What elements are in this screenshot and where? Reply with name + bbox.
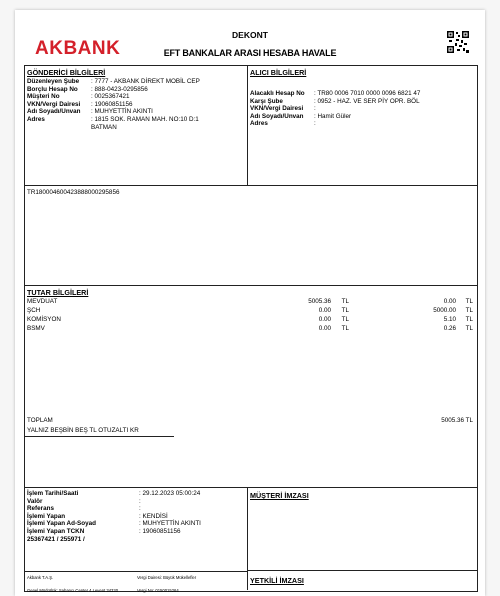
receiver-row: Adı Soyadı/Unvan : Hamit Güler [250, 112, 352, 120]
receiver-title: ALICI BİLGİLERİ [250, 68, 307, 77]
receiver-row: Karşı Şube : 0952 - HAZ. VE SER PİY OPR. BÖL [250, 97, 420, 105]
footer-company: Akbank T.A.Ş. [27, 575, 54, 580]
amount-in-words: YALNIZ BEŞBİN BEŞ TL OTUZALTI KR [27, 427, 139, 434]
sender-row: Müşteri No : 0025367421 [27, 93, 130, 101]
customer-signature-label: MÜŞTERİ İMZASI [250, 491, 309, 500]
amount-row-label: KOMİSYON [27, 316, 61, 323]
amount-row-label: ŞCH [27, 307, 41, 314]
footer-address: Genel Müdürlük: Sabancı Center 4 Levent 34330 [27, 588, 119, 593]
amounts-table: MEVDUAT 5005.36 TL 0.00 TL ŞCH 0.00 TL 5000.00 TL KOMİSYON 0.00 TL 5.10 TL BSMV 0.00 TL 0.26 TL [27, 298, 473, 332]
amount-row-label: BSMV [27, 325, 45, 332]
sender-section [27, 68, 245, 131]
transaction-row: Valör : [27, 497, 141, 505]
total-value: 5005.36 TL [441, 417, 473, 424]
akbank-logo: AKBANK [35, 38, 121, 59]
amount-row-label: MEVDUAT [27, 298, 58, 305]
receipt-page [15, 10, 485, 596]
receiver-row: Alacaklı Hesap No : TR80 0006 7010 0000 0096 6821 47 [250, 90, 421, 97]
sender-row: VKN/Vergi Dairesi : 19060851156 [27, 100, 133, 108]
sender-row: Borçlu Hesap No : 888-0423-0295856 [27, 85, 148, 93]
qr-code-icon [447, 31, 469, 53]
sender-row: Adı Soyadı/Unvan : MUHYETTİN AKINTI [27, 108, 153, 116]
description-text: TR18000460042388800029585​6 [27, 189, 120, 196]
transaction-section [27, 490, 245, 543]
receiver-row: VKN/Vergi Dairesi : [250, 105, 316, 113]
sender-title: GÖNDERİCİ BİLGİLERİ [27, 68, 106, 77]
authorized-signature-label: YETKİLİ İMZASI [250, 576, 304, 585]
amounts-title: TUTAR BİLGİLERİ [27, 288, 89, 297]
sender-row: Adres : 1815 SOK. RAMAN MAH. NO:10 D:1 BATMAN [27, 115, 199, 131]
transaction-row: İşlem Tarihi/Saati : 29.12.2023 05:00:24 [27, 490, 201, 497]
sender-row: Düzenleyen Şube : 7777 - AKBANK DİREKT MOBİL CEP [27, 78, 200, 85]
transaction-row: İşlemi Yapan Ad-Soyad : MUHYETTİN AKINTI [27, 520, 201, 528]
document-subtitle: EFT BANKALAR ARASI HESABA HAVALE [163, 48, 337, 58]
footer-tax-office: Vergi Dairesi: Büyük Mükellefler [137, 575, 197, 580]
transaction-row: İşlemi Yapan TCKN : 19060851156 [27, 527, 181, 535]
receiver-section [250, 68, 472, 128]
total-label: TOPLAM [27, 417, 53, 424]
reference-numbers: 25367421 / 255971 / [27, 535, 85, 543]
footer-tax-no: Vergi No: 0150015264 [137, 588, 179, 593]
receiver-row: Adres : [250, 120, 316, 128]
document-title: DEKONT [232, 30, 268, 40]
transaction-row: Referans : [27, 505, 141, 513]
transaction-row: İşlemi Yapan : KENDİSİ [27, 512, 168, 520]
